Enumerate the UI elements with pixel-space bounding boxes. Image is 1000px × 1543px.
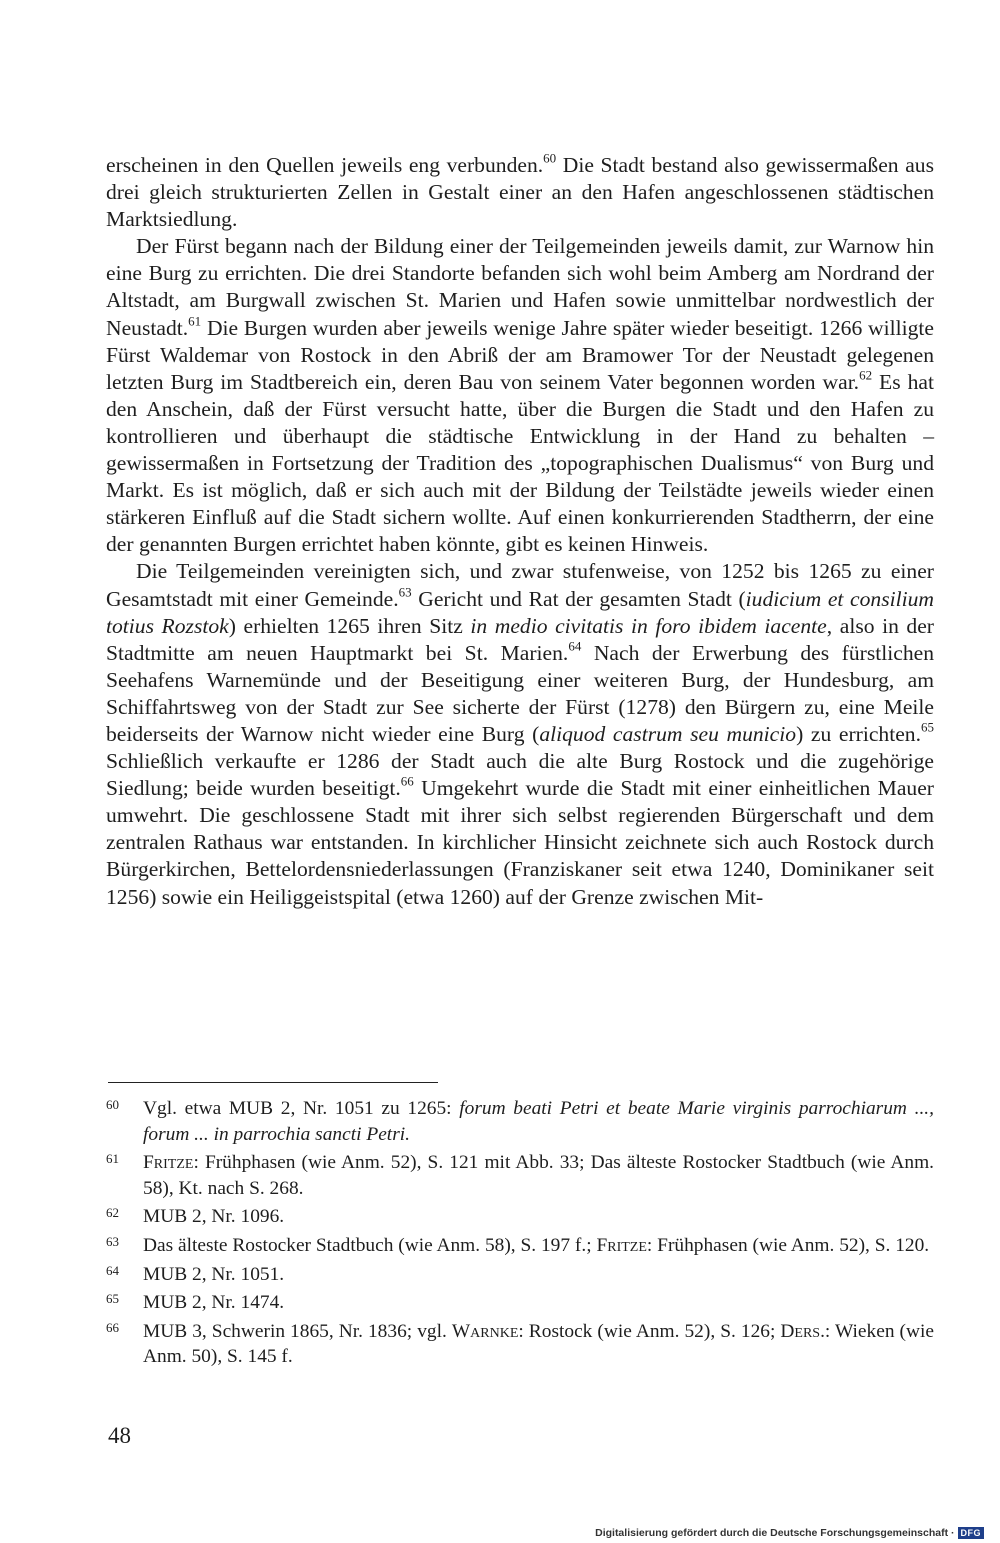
footnote-text-run: : Wieken (wie Anm. 50), S. 145 f.	[143, 1320, 934, 1368]
footnote-text-run: forum beati Petri et beate Marie virginis parrochiarum ..., forum ... in parrochia sancti Petri.	[143, 1098, 934, 1145]
text-run: Die Stadt bestand also gewissermaßen aus drei gleich strukturierten Zellen in Gestalt einer an den Hafen angeschlossenen städtischen Marktsiedlung.	[106, 153, 934, 232]
credit-text: Digitalisierung gefördert durch die Deutsche Forschungsgemeinschaft ·	[595, 1527, 955, 1539]
footnote-number: 65	[106, 1291, 119, 1307]
footnote-text-run: Warnke	[451, 1320, 519, 1342]
text-run: Die Burgen wurden aber jeweils wenige Jahre später wieder beseitigt. 1266 willigte Fürst Waldemar von Rostock in den Abriß der am Bramower Tor der Neustadt gelegenen letzten Burg im Stadtbereich ein, deren Bau von seinem Vater begonnen worden war.	[106, 315, 934, 394]
footnote-text	[143, 1204, 934, 1230]
footnote-62	[106, 1204, 934, 1230]
footnote-text-run: Vgl. etwa MUB 2, Nr. 1051 zu 1265:	[143, 1098, 460, 1119]
footnote-text-run: : Rostock (wie Anm. 52), S. 126;	[518, 1320, 781, 1342]
footnote-text	[143, 1319, 934, 1370]
page-number: 48	[108, 1423, 131, 1448]
footnote-number: 63	[106, 1233, 119, 1249]
text-run: Die Teilgemeinden vereinigten sich, und zwar stufenweise, von 1252 bis 1265 zu einer Gesamtstadt mit einer Gemeinde.	[106, 559, 934, 611]
footnote-text-run: Ders.	[780, 1320, 825, 1342]
footnote-text	[143, 1096, 934, 1147]
footnote-number: 61	[106, 1151, 119, 1167]
footnotes-list	[106, 1096, 934, 1373]
footnote-66	[106, 1319, 934, 1370]
paragraph-1	[106, 152, 934, 233]
footnote-text	[143, 1233, 934, 1259]
text-run: Schließlich verkaufte er 1286 der Stadt auch die alte Burg Rostock und die zugehörige Siedlung; beide wurden beseitigt.	[106, 749, 934, 801]
text-run: Der Fürst begann nach der Bildung einer der Teilgemeinden jeweils damit, zur Warnow hin eine Burg zu errichten. Die drei Standorte befanden sich wohl beim Amberg am Nordrand der Altstadt, am Burgwall zwischen St. Marien und Hafen sowie unmittelbar nordwestlich der Neustadt.	[106, 234, 934, 340]
footnote-text-run: Fritze	[596, 1234, 647, 1256]
latin-quote: aliquod castrum seu municio	[539, 721, 797, 746]
footnote-divider	[108, 1082, 438, 1083]
footnote-number: 64	[106, 1262, 119, 1278]
footnote-text-run: MUB 2, Nr. 1474.	[143, 1292, 285, 1314]
text-run: Umgekehrt wurde die Stadt mit einer einheitlichen Mauer umwehrt. Die geschlossene Stadt mit ihrer sich selbst regierenden Bürgerschaft und dem zentralen Rathaus war entstanden. In kirchlicher Hinsicht zeichnete sich auch Rostock durch Bürgerkirchen, Bettelordensniederlassungen (Franziskaner seit etwa 1240, Dominikaner seit 1256) sowie ein Heiliggeistspital (etwa 1260) auf der Grenze zwischen Mit-	[106, 776, 934, 909]
footnote-ref-61[interactable]: 61	[188, 312, 202, 328]
latin-quote: iudicium et consilium totius Rozstok	[106, 586, 934, 638]
text-run: ) erhielten 1265 ihren Sitz	[228, 613, 471, 638]
footnote-ref-62[interactable]: 62	[859, 367, 873, 382]
text-run: Es hat den Anschein, daß der Fürst versucht hatte, über die Burgen die Stadt und den Hafen zu kontrollieren und überhaupt die städtische Entwicklung in der Hand zu behalten – gewissermaßen in Fortsetzung der Tradition des „topographischen Dualismus“ von Burg und Markt. Es ist möglich, daß er sich auch mit der Bildung der Teilstädte jeweils wieder einen stärkeren Einfluß auf die Stadt sichern wollte. Auf einen konkurrierenden Stadtherrn, der eine der genannten Burgen errichtet haben könnte, gibt es keinen Hinweis.	[106, 369, 934, 557]
digitization-credit	[595, 1526, 984, 1540]
footnote-text-run: : Frühphasen (wie Anm. 52), S. 121 mit Abb. 33; Das älteste Rostocker Stadtbuch (wie Anm. 58), Kt. nach S. 268.	[143, 1152, 934, 1199]
footnote-ref-64[interactable]: 64	[568, 637, 582, 653]
footnote-number: 60	[106, 1097, 119, 1112]
footnote-ref-66[interactable]: 66	[400, 773, 414, 789]
footnote-text-run: MUB 3, Schwerin 1865, Nr. 1836; vgl.	[143, 1320, 452, 1342]
footnote-60	[106, 1096, 934, 1147]
footnote-text-run: Das älteste Rostocker Stadtbuch (wie Anm. 58), S. 197 f.;	[143, 1234, 597, 1256]
footnote-64	[106, 1262, 934, 1288]
footnote-number: 62	[106, 1205, 119, 1221]
main-text	[106, 152, 934, 911]
footnote-ref-65[interactable]: 65	[921, 719, 935, 735]
footnote-61	[106, 1150, 934, 1201]
footnote-ref-60[interactable]: 60	[543, 150, 557, 166]
footnote-text	[143, 1262, 934, 1288]
text-run: ) zu errichten.	[796, 721, 922, 746]
footnote-number: 66	[106, 1319, 119, 1335]
latin-quote: in medio civitatis in foro ibidem iacente	[470, 613, 827, 638]
footnote-65	[106, 1290, 934, 1316]
footnote-text-run: Fritze	[143, 1152, 194, 1174]
footnote-text-run: : Frühphasen (wie Anm. 52), S. 120.	[646, 1234, 930, 1256]
footnote-text	[143, 1290, 934, 1316]
text-run: Gericht und Rat der gesamten Stadt (	[411, 586, 746, 611]
footnote-ref-63[interactable]: 63	[398, 583, 412, 599]
footnote-text-run: MUB 2, Nr. 1096.	[143, 1206, 285, 1228]
text-run: , also in der Stadtmitte am neuen Hauptmarkt bei St. Marien.	[106, 613, 934, 665]
text-run: Nach der Erwerbung des fürstlichen Seehafens Warnemünde und der Beseitigung einer weiteren Burg, der Hundesburg, am Schiffahrtsweg von der Stadt zur See sicherte der Fürst (1278) den Bürgern zu, eine Meile beiderseits der Warnow nicht wieder eine Burg (	[106, 640, 934, 746]
footnote-text-run: MUB 2, Nr. 1051.	[143, 1263, 285, 1285]
footnote-63	[106, 1233, 934, 1259]
dfg-logo-icon: DFG	[958, 1527, 985, 1539]
text-run: erscheinen in den Quellen jeweils eng verbunden.	[106, 153, 544, 177]
footnote-text	[143, 1150, 934, 1201]
paragraph-3	[106, 558, 934, 910]
paragraph-2	[106, 233, 934, 558]
